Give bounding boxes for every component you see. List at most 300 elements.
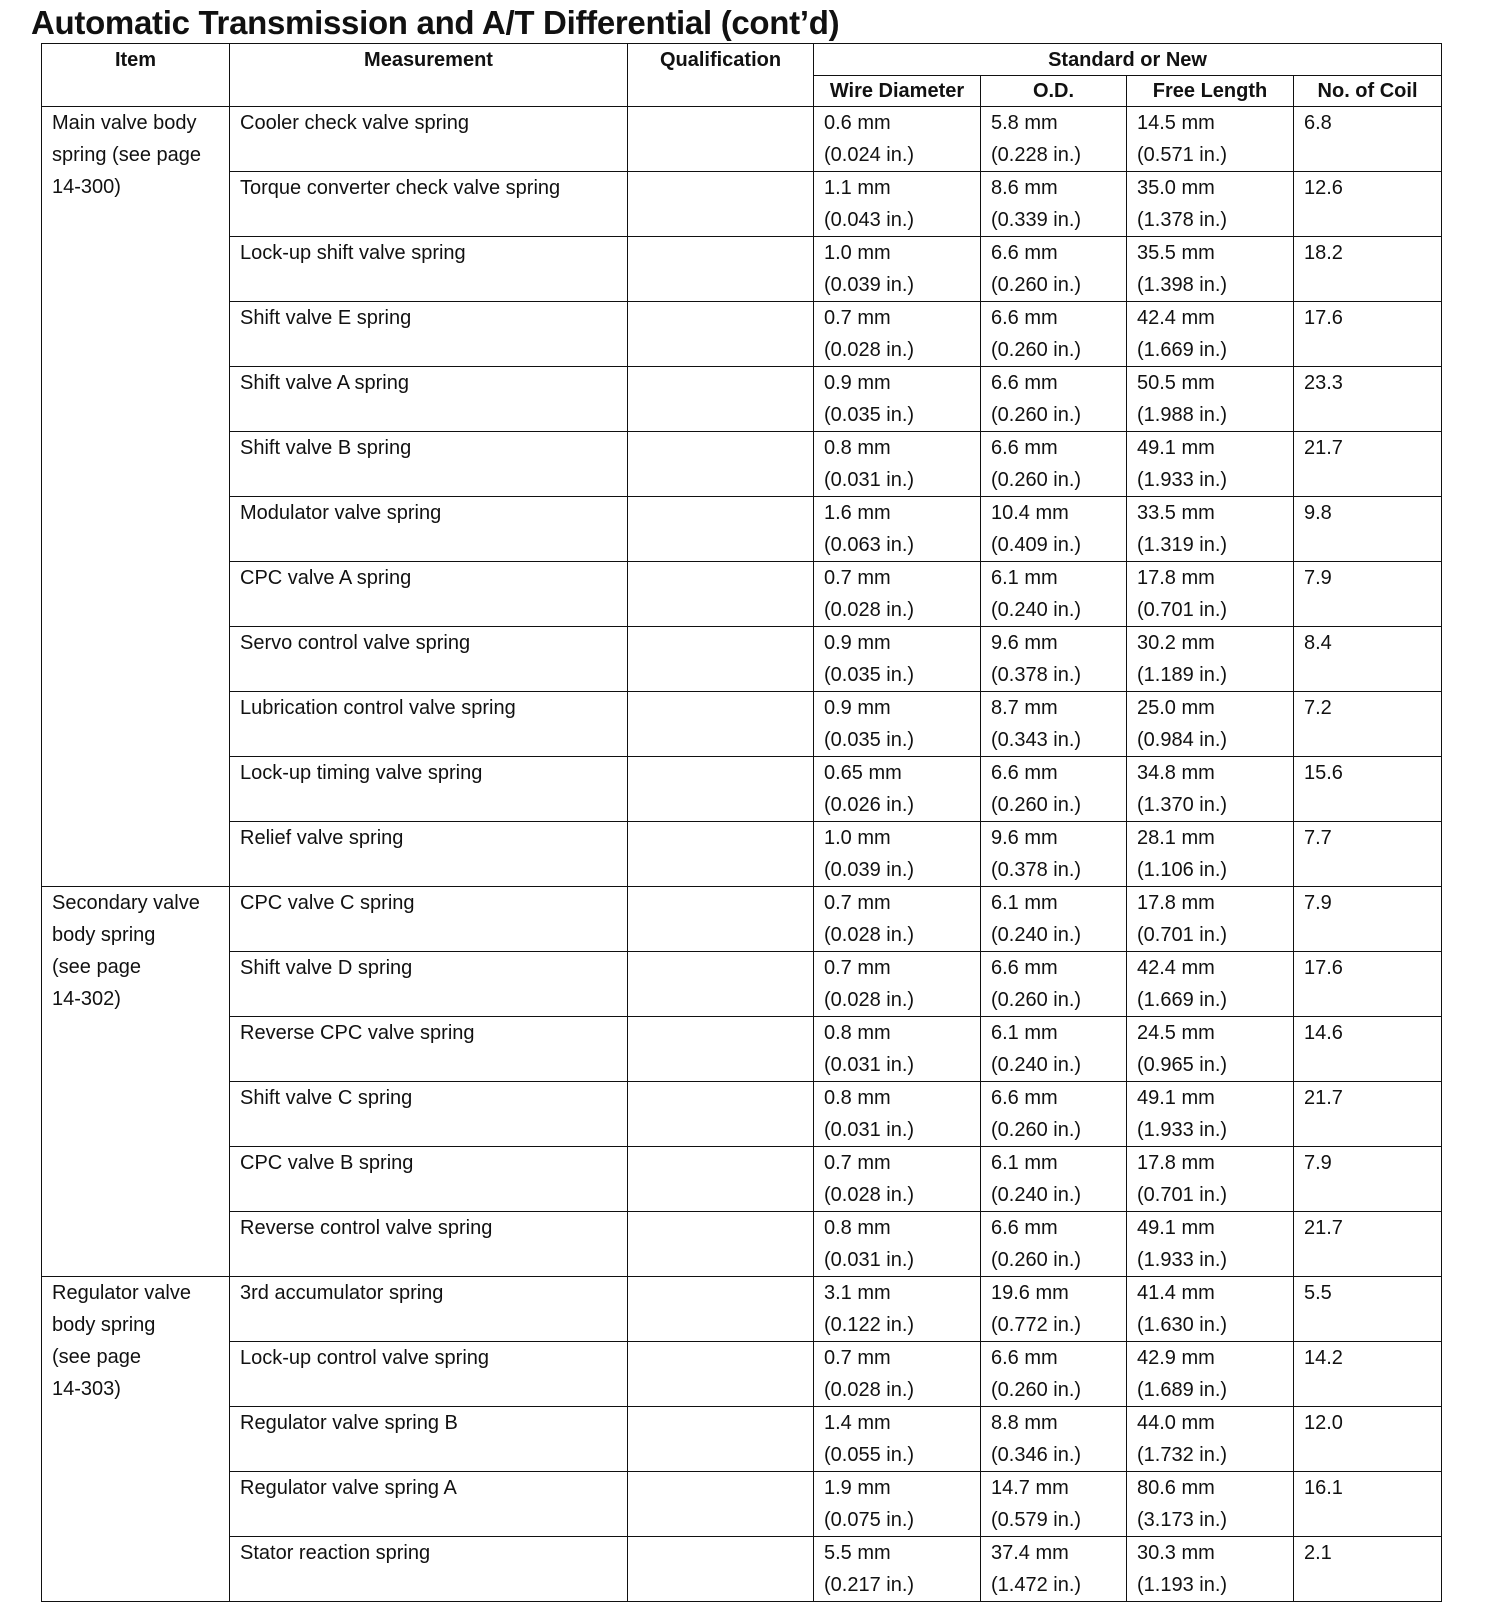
- cell-line: 17.8 mm: [1137, 1152, 1215, 1174]
- coil-count-cell: 2.1: [1294, 1537, 1442, 1602]
- cell-line: 49.1 mm: [1137, 1217, 1215, 1239]
- cell-line: (0.260 in.): [991, 1379, 1082, 1401]
- coil-count-cell: 17.6: [1294, 302, 1442, 367]
- qualification-cell: [628, 1472, 814, 1537]
- wire-diameter-cell: [814, 1537, 981, 1602]
- free-length-cell: [1127, 952, 1294, 1017]
- od-cell: [981, 367, 1127, 432]
- table-row: [42, 1342, 1442, 1407]
- cell-line: (0.260 in.): [991, 274, 1082, 296]
- wire-diameter-cell: [814, 627, 981, 692]
- cell-line: 0.9 mm: [824, 697, 891, 719]
- measurement-cell: Shift valve E spring: [230, 302, 628, 367]
- qualification-cell: [628, 1082, 814, 1147]
- cell-line: 1.6 mm: [824, 502, 891, 524]
- table-row: [42, 302, 1442, 367]
- cell-line: 30.2 mm: [1137, 632, 1215, 654]
- cell-line: (1.370 in.): [1137, 794, 1228, 816]
- item-group-cell: [42, 1277, 230, 1602]
- wire-diameter-cell: [814, 1017, 981, 1082]
- coil-count-cell: 17.6: [1294, 952, 1442, 1017]
- cell-line: 0.7 mm: [824, 1347, 891, 1369]
- measurement-cell: Reverse control valve spring: [230, 1212, 628, 1277]
- free-length-cell: [1127, 432, 1294, 497]
- cell-line: 5.8 mm: [991, 112, 1058, 134]
- table-row: [42, 367, 1442, 432]
- cell-line: (0.260 in.): [991, 469, 1082, 491]
- cell-line: 0.8 mm: [824, 1022, 891, 1044]
- cell-line: (0.701 in.): [1137, 599, 1228, 621]
- wire-diameter-cell: [814, 1277, 981, 1342]
- cell-line: (0.378 in.): [991, 664, 1082, 686]
- cell-line: body spring: [52, 924, 156, 946]
- wire-diameter-cell: [814, 1342, 981, 1407]
- wire-diameter-cell: [814, 822, 981, 887]
- wire-diameter-cell: [814, 172, 981, 237]
- free-length-cell: [1127, 1342, 1294, 1407]
- cell-line: (0.055 in.): [824, 1444, 915, 1466]
- measurement-cell: Shift valve A spring: [230, 367, 628, 432]
- qualification-cell: [628, 367, 814, 432]
- wire-diameter-cell: [814, 562, 981, 627]
- wire-diameter-cell: [814, 497, 981, 562]
- cell-line: (1.319 in.): [1137, 534, 1228, 556]
- cell-line: 0.7 mm: [824, 567, 891, 589]
- cell-line: (0.240 in.): [991, 924, 1082, 946]
- measurement-cell: Shift valve D spring: [230, 952, 628, 1017]
- od-cell: [981, 432, 1127, 497]
- cell-line: 8.7 mm: [991, 697, 1058, 719]
- coil-count-cell: 18.2: [1294, 237, 1442, 302]
- cell-line: (1.106 in.): [1137, 859, 1228, 881]
- cell-line: 0.7 mm: [824, 307, 891, 329]
- cell-line: 1.1 mm: [824, 177, 891, 199]
- header-wire-diameter: Wire Diameter: [814, 76, 981, 107]
- cell-line: (0.024 in.): [824, 144, 915, 166]
- cell-line: (1.193 in.): [1137, 1574, 1228, 1596]
- od-cell: [981, 1472, 1127, 1537]
- cell-line: (0.028 in.): [824, 599, 915, 621]
- qualification-cell: [628, 172, 814, 237]
- cell-line: 14-302): [52, 988, 121, 1010]
- cell-line: (0.043 in.): [824, 209, 915, 231]
- free-length-cell: [1127, 1277, 1294, 1342]
- page-title: Automatic Transmission and A/T Differential (cont’d): [31, 4, 840, 41]
- cell-line: 42.4 mm: [1137, 307, 1215, 329]
- cell-line: (0.028 in.): [824, 924, 915, 946]
- od-cell: [981, 1407, 1127, 1472]
- qualification-cell: [628, 757, 814, 822]
- cell-line: 5.5 mm: [824, 1542, 891, 1564]
- cell-line: (0.260 in.): [991, 1119, 1082, 1141]
- free-length-cell: [1127, 887, 1294, 952]
- od-cell: [981, 627, 1127, 692]
- free-length-cell: [1127, 822, 1294, 887]
- cell-line: (0.075 in.): [824, 1509, 915, 1531]
- cell-line: (1.669 in.): [1137, 339, 1228, 361]
- coil-count-cell: 9.8: [1294, 497, 1442, 562]
- table-row: [42, 952, 1442, 1017]
- cell-line: (0.240 in.): [991, 599, 1082, 621]
- qualification-cell: [628, 887, 814, 952]
- table-row: [42, 822, 1442, 887]
- cell-line: (0.346 in.): [991, 1444, 1082, 1466]
- cell-line: (1.378 in.): [1137, 209, 1228, 231]
- cell-line: (1.630 in.): [1137, 1314, 1228, 1336]
- cell-line: (0.260 in.): [991, 794, 1082, 816]
- od-cell: [981, 692, 1127, 757]
- wire-diameter-cell: [814, 757, 981, 822]
- cell-line: 0.6 mm: [824, 112, 891, 134]
- cell-line: (0.240 in.): [991, 1184, 1082, 1206]
- coil-count-cell: 21.7: [1294, 432, 1442, 497]
- table-row: [42, 1277, 1442, 1342]
- cell-line: 6.1 mm: [991, 567, 1058, 589]
- cell-line: (1.398 in.): [1137, 274, 1228, 296]
- cell-line: 41.4 mm: [1137, 1282, 1215, 1304]
- table-row: [42, 172, 1442, 237]
- qualification-cell: [628, 432, 814, 497]
- free-length-cell: [1127, 1537, 1294, 1602]
- cell-line: 14-300): [52, 176, 121, 198]
- wire-diameter-cell: [814, 302, 981, 367]
- cell-line: 14.5 mm: [1137, 112, 1215, 134]
- od-cell: [981, 887, 1127, 952]
- cell-line: 6.6 mm: [991, 1087, 1058, 1109]
- cell-line: spring (see page: [52, 144, 201, 166]
- cell-line: (1.933 in.): [1137, 469, 1228, 491]
- cell-line: (0.217 in.): [824, 1574, 915, 1596]
- measurement-cell: Regulator valve spring A: [230, 1472, 628, 1537]
- cell-line: (1.933 in.): [1137, 1119, 1228, 1141]
- cell-line: 49.1 mm: [1137, 437, 1215, 459]
- cell-line: (0.028 in.): [824, 1184, 915, 1206]
- od-cell: [981, 107, 1127, 172]
- cell-line: 0.7 mm: [824, 892, 891, 914]
- free-length-cell: [1127, 1472, 1294, 1537]
- coil-count-cell: 12.0: [1294, 1407, 1442, 1472]
- cell-line: 1.0 mm: [824, 827, 891, 849]
- table-row: [42, 627, 1442, 692]
- header-no-of-coil: No. of Coil: [1294, 76, 1442, 107]
- wire-diameter-cell: [814, 432, 981, 497]
- coil-count-cell: 8.4: [1294, 627, 1442, 692]
- measurement-cell: Modulator valve spring: [230, 497, 628, 562]
- item-group-cell: [42, 107, 230, 887]
- free-length-cell: [1127, 1147, 1294, 1212]
- cell-line: (0.260 in.): [991, 404, 1082, 426]
- cell-line: (1.933 in.): [1137, 1249, 1228, 1271]
- qualification-cell: [628, 497, 814, 562]
- wire-diameter-cell: [814, 1472, 981, 1537]
- cell-line: 0.8 mm: [824, 1087, 891, 1109]
- measurement-cell: CPC valve B spring: [230, 1147, 628, 1212]
- wire-diameter-cell: [814, 952, 981, 1017]
- measurement-cell: Shift valve C spring: [230, 1082, 628, 1147]
- cell-line: 1.9 mm: [824, 1477, 891, 1499]
- qualification-cell: [628, 1212, 814, 1277]
- wire-diameter-cell: [814, 692, 981, 757]
- qualification-cell: [628, 1147, 814, 1212]
- od-cell: [981, 497, 1127, 562]
- coil-count-cell: 21.7: [1294, 1212, 1442, 1277]
- cell-line: (0.039 in.): [824, 274, 915, 296]
- cell-line: 50.5 mm: [1137, 372, 1215, 394]
- cell-line: 0.7 mm: [824, 1152, 891, 1174]
- cell-line: 1.4 mm: [824, 1412, 891, 1434]
- free-length-cell: [1127, 107, 1294, 172]
- coil-count-cell: 7.9: [1294, 887, 1442, 952]
- cell-line: (see page: [52, 956, 141, 978]
- free-length-cell: [1127, 757, 1294, 822]
- cell-line: (0.579 in.): [991, 1509, 1082, 1531]
- cell-line: 8.6 mm: [991, 177, 1058, 199]
- qualification-cell: [628, 302, 814, 367]
- free-length-cell: [1127, 497, 1294, 562]
- free-length-cell: [1127, 692, 1294, 757]
- cell-line: 14-303): [52, 1378, 121, 1400]
- qualification-cell: [628, 692, 814, 757]
- table-row: [42, 1472, 1442, 1537]
- cell-line: (0.260 in.): [991, 989, 1082, 1011]
- table-row: [42, 1082, 1442, 1147]
- cell-line: (0.039 in.): [824, 859, 915, 881]
- cell-line: 6.6 mm: [991, 307, 1058, 329]
- item-group-cell: [42, 887, 230, 1277]
- qualification-cell: [628, 627, 814, 692]
- header-free-length: Free Length: [1127, 76, 1294, 107]
- measurement-cell: Reverse CPC valve spring: [230, 1017, 628, 1082]
- cell-line: 6.6 mm: [991, 957, 1058, 979]
- qualification-cell: [628, 1017, 814, 1082]
- wire-diameter-cell: [814, 237, 981, 302]
- cell-line: (0.031 in.): [824, 1119, 915, 1141]
- cell-line: 49.1 mm: [1137, 1087, 1215, 1109]
- od-cell: [981, 172, 1127, 237]
- cell-line: (0.378 in.): [991, 859, 1082, 881]
- cell-line: (0.965 in.): [1137, 1054, 1228, 1076]
- cell-line: 30.3 mm: [1137, 1542, 1215, 1564]
- cell-line: 6.6 mm: [991, 762, 1058, 784]
- qualification-cell: [628, 562, 814, 627]
- cell-line: 14.7 mm: [991, 1477, 1069, 1499]
- coil-count-cell: 21.7: [1294, 1082, 1442, 1147]
- measurement-cell: Servo control valve spring: [230, 627, 628, 692]
- cell-line: (0.701 in.): [1137, 1184, 1228, 1206]
- cell-line: 0.9 mm: [824, 372, 891, 394]
- wire-diameter-cell: [814, 107, 981, 172]
- cell-line: 24.5 mm: [1137, 1022, 1215, 1044]
- qualification-cell: [628, 1342, 814, 1407]
- coil-count-cell: 7.2: [1294, 692, 1442, 757]
- cell-line: 6.6 mm: [991, 1347, 1058, 1369]
- od-cell: [981, 1537, 1127, 1602]
- cell-line: (1.669 in.): [1137, 989, 1228, 1011]
- measurement-cell: 3rd accumulator spring: [230, 1277, 628, 1342]
- cell-line: (0.260 in.): [991, 1249, 1082, 1271]
- free-length-cell: [1127, 1017, 1294, 1082]
- cell-line: 25.0 mm: [1137, 697, 1215, 719]
- od-cell: [981, 1212, 1127, 1277]
- cell-line: Regulator valve: [52, 1282, 191, 1304]
- cell-line: (0.035 in.): [824, 404, 915, 426]
- od-cell: [981, 1342, 1127, 1407]
- coil-count-cell: 5.5: [1294, 1277, 1442, 1342]
- cell-line: (0.031 in.): [824, 1249, 915, 1271]
- cell-line: 8.8 mm: [991, 1412, 1058, 1434]
- table-row: [42, 1537, 1442, 1602]
- free-length-cell: [1127, 237, 1294, 302]
- header-od: O.D.: [981, 76, 1127, 107]
- cell-line: (1.189 in.): [1137, 664, 1228, 686]
- table-row: [42, 757, 1442, 822]
- cell-line: 28.1 mm: [1137, 827, 1215, 849]
- free-length-cell: [1127, 1407, 1294, 1472]
- cell-line: (0.571 in.): [1137, 144, 1228, 166]
- qualification-cell: [628, 822, 814, 887]
- table-row: [42, 1212, 1442, 1277]
- coil-count-cell: 12.6: [1294, 172, 1442, 237]
- measurement-cell: CPC valve C spring: [230, 887, 628, 952]
- cell-line: (0.031 in.): [824, 469, 915, 491]
- cell-line: (0.984 in.): [1137, 729, 1228, 751]
- measurement-cell: Lubrication control valve spring: [230, 692, 628, 757]
- cell-line: 17.8 mm: [1137, 567, 1215, 589]
- measurement-cell: Regulator valve spring B: [230, 1407, 628, 1472]
- header-standard-or-new: Standard or New: [814, 44, 1442, 76]
- table-row: [42, 497, 1442, 562]
- header-measurement: Measurement: [230, 44, 628, 107]
- free-length-cell: [1127, 367, 1294, 432]
- cell-line: 0.9 mm: [824, 632, 891, 654]
- cell-line: 9.6 mm: [991, 827, 1058, 849]
- qualification-cell: [628, 1407, 814, 1472]
- table-row: [42, 107, 1442, 172]
- cell-line: 35.0 mm: [1137, 177, 1215, 199]
- free-length-cell: [1127, 172, 1294, 237]
- cell-line: 80.6 mm: [1137, 1477, 1215, 1499]
- free-length-cell: [1127, 1082, 1294, 1147]
- cell-line: 33.5 mm: [1137, 502, 1215, 524]
- cell-line: body spring: [52, 1314, 156, 1336]
- cell-line: (1.988 in.): [1137, 404, 1228, 426]
- cell-line: 35.5 mm: [1137, 242, 1215, 264]
- cell-line: 1.0 mm: [824, 242, 891, 264]
- cell-line: 6.6 mm: [991, 1217, 1058, 1239]
- free-length-cell: [1127, 1212, 1294, 1277]
- cell-line: 6.6 mm: [991, 437, 1058, 459]
- cell-line: Secondary valve: [52, 892, 200, 914]
- od-cell: [981, 237, 1127, 302]
- coil-count-cell: 23.3: [1294, 367, 1442, 432]
- coil-count-cell: 16.1: [1294, 1472, 1442, 1537]
- free-length-cell: [1127, 302, 1294, 367]
- cell-line: (0.035 in.): [824, 729, 915, 751]
- cell-line: 6.6 mm: [991, 372, 1058, 394]
- cell-line: 0.8 mm: [824, 437, 891, 459]
- measurement-cell: Relief valve spring: [230, 822, 628, 887]
- measurement-cell: Lock-up control valve spring: [230, 1342, 628, 1407]
- cell-line: (0.409 in.): [991, 534, 1082, 556]
- cell-line: (0.339 in.): [991, 209, 1082, 231]
- table-row: [42, 432, 1442, 497]
- measurement-cell: Stator reaction spring: [230, 1537, 628, 1602]
- cell-line: (3.173 in.): [1137, 1509, 1228, 1531]
- measurement-cell: Lock-up timing valve spring: [230, 757, 628, 822]
- cell-line: 42.4 mm: [1137, 957, 1215, 979]
- od-cell: [981, 757, 1127, 822]
- coil-count-cell: 7.9: [1294, 1147, 1442, 1212]
- cell-line: (1.732 in.): [1137, 1444, 1228, 1466]
- od-cell: [981, 952, 1127, 1017]
- cell-line: (0.028 in.): [824, 1379, 915, 1401]
- cell-line: 6.6 mm: [991, 242, 1058, 264]
- cell-line: 37.4 mm: [991, 1542, 1069, 1564]
- cell-line: 0.8 mm: [824, 1217, 891, 1239]
- od-cell: [981, 1277, 1127, 1342]
- coil-count-cell: 6.8: [1294, 107, 1442, 172]
- cell-line: 6.1 mm: [991, 892, 1058, 914]
- cell-line: 9.6 mm: [991, 632, 1058, 654]
- free-length-cell: [1127, 627, 1294, 692]
- spring-spec-table: [41, 43, 1442, 1602]
- cell-line: (0.063 in.): [824, 534, 915, 556]
- coil-count-cell: 7.9: [1294, 562, 1442, 627]
- qualification-cell: [628, 1537, 814, 1602]
- measurement-cell: Shift valve B spring: [230, 432, 628, 497]
- qualification-cell: [628, 952, 814, 1017]
- coil-count-cell: 14.6: [1294, 1017, 1442, 1082]
- qualification-cell: [628, 107, 814, 172]
- table-row: [42, 237, 1442, 302]
- header-item: Item: [42, 44, 230, 107]
- cell-line: 10.4 mm: [991, 502, 1069, 524]
- table-row: [42, 1147, 1442, 1212]
- cell-line: (0.035 in.): [824, 664, 915, 686]
- od-cell: [981, 1017, 1127, 1082]
- od-cell: [981, 822, 1127, 887]
- table-row: [42, 1407, 1442, 1472]
- wire-diameter-cell: [814, 887, 981, 952]
- od-cell: [981, 1082, 1127, 1147]
- cell-line: (0.701 in.): [1137, 924, 1228, 946]
- table-row: [42, 562, 1442, 627]
- wire-diameter-cell: [814, 1147, 981, 1212]
- cell-line: (0.122 in.): [824, 1314, 915, 1336]
- measurement-cell: Cooler check valve spring: [230, 107, 628, 172]
- coil-count-cell: 15.6: [1294, 757, 1442, 822]
- qualification-cell: [628, 1277, 814, 1342]
- cell-line: (0.031 in.): [824, 1054, 915, 1076]
- table-row: [42, 692, 1442, 757]
- measurement-cell: CPC valve A spring: [230, 562, 628, 627]
- cell-line: 44.0 mm: [1137, 1412, 1215, 1434]
- wire-diameter-cell: [814, 1407, 981, 1472]
- cell-line: (0.028 in.): [824, 339, 915, 361]
- qualification-cell: [628, 237, 814, 302]
- spec-table-body: [42, 107, 1442, 1602]
- table-row: [42, 1017, 1442, 1082]
- measurement-cell: Torque converter check valve spring: [230, 172, 628, 237]
- cell-line: (0.240 in.): [991, 1054, 1082, 1076]
- coil-count-cell: 7.7: [1294, 822, 1442, 887]
- cell-line: (0.026 in.): [824, 794, 915, 816]
- cell-line: 6.1 mm: [991, 1152, 1058, 1174]
- cell-line: (0.228 in.): [991, 144, 1082, 166]
- cell-line: (0.028 in.): [824, 989, 915, 1011]
- cell-line: 42.9 mm: [1137, 1347, 1215, 1369]
- coil-count-cell: 14.2: [1294, 1342, 1442, 1407]
